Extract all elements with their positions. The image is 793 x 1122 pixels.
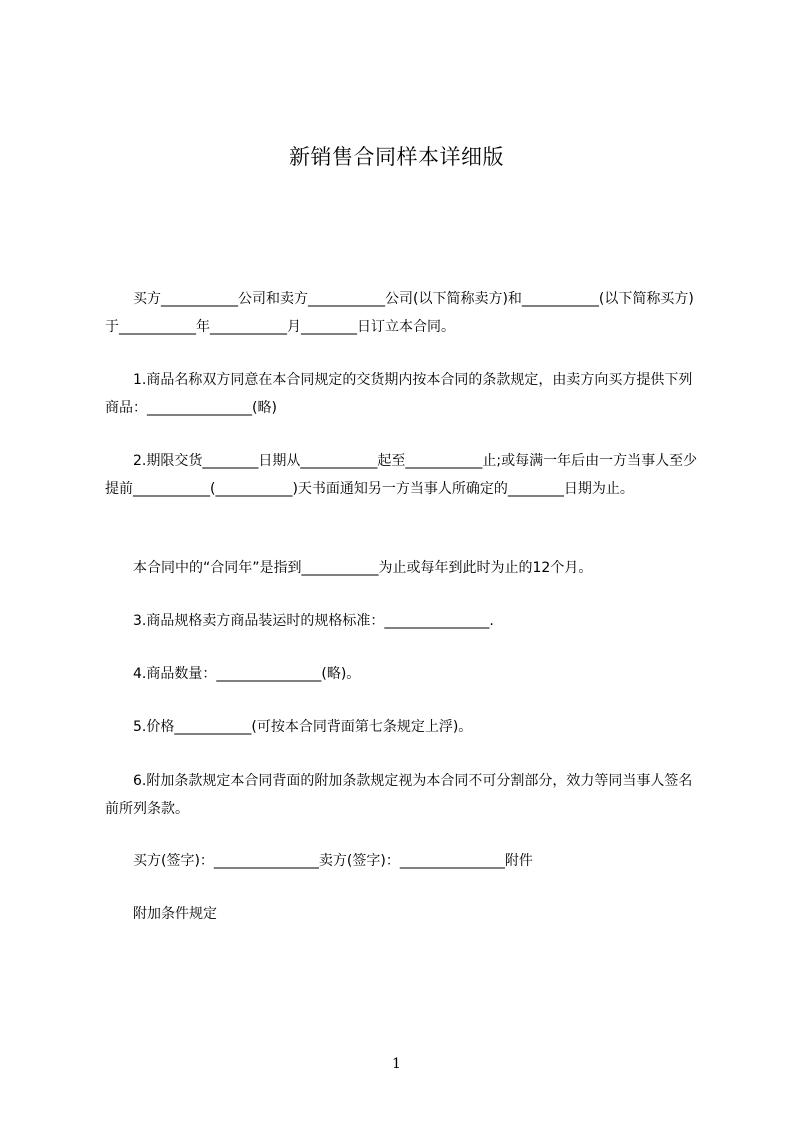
paragraph-clause-6-additional: 6.附加条款规定本合同背面的附加条款规定视为本合同不可分割部分，效力等同当事人签名前所列条款。 [105,773,693,817]
paragraph-parties: 买方___________公司和卖方___________公司(以下简称卖方)和___________(以下简称买方)于___________年___________月________日订立本合同。 [105,291,694,335]
page-number: 1 [392,1056,401,1072]
paragraph-signatures: 买方(签字)：_______________卖方(签字)：_______________附件 [105,853,533,869]
paragraph-clause-1-goods: 1.商品名称双方同意在本合同规定的交货期内按本合同的条款规定，由卖方向买方提供下列商品：_______________(略) [105,372,693,416]
paragraph-clause-2-term: 2.期限交货________日期从___________起至___________止;或每满一年后由一方当事人至少提前___________(___________)天书面通知另一方当事人所确定的________日期为止。 [105,453,698,497]
paragraph-attachment-heading: 附加条件规定 [105,906,217,922]
paragraph-contract-year: 本合同中的“合同年”是指到___________为止或每年到此时为止的12个月。 [105,560,593,576]
document-title: 新销售合同样本详细版 [289,145,504,169]
paragraph-clause-5-price: 5.价格___________(可按本合同背面第七条规定上浮)。 [105,719,473,735]
paragraph-clause-3-spec: 3.商品规格卖方商品装运时的规格标准：_______________. [105,613,494,629]
paragraph-clause-4-quantity: 4.商品数量：_______________(略)。 [105,666,361,682]
